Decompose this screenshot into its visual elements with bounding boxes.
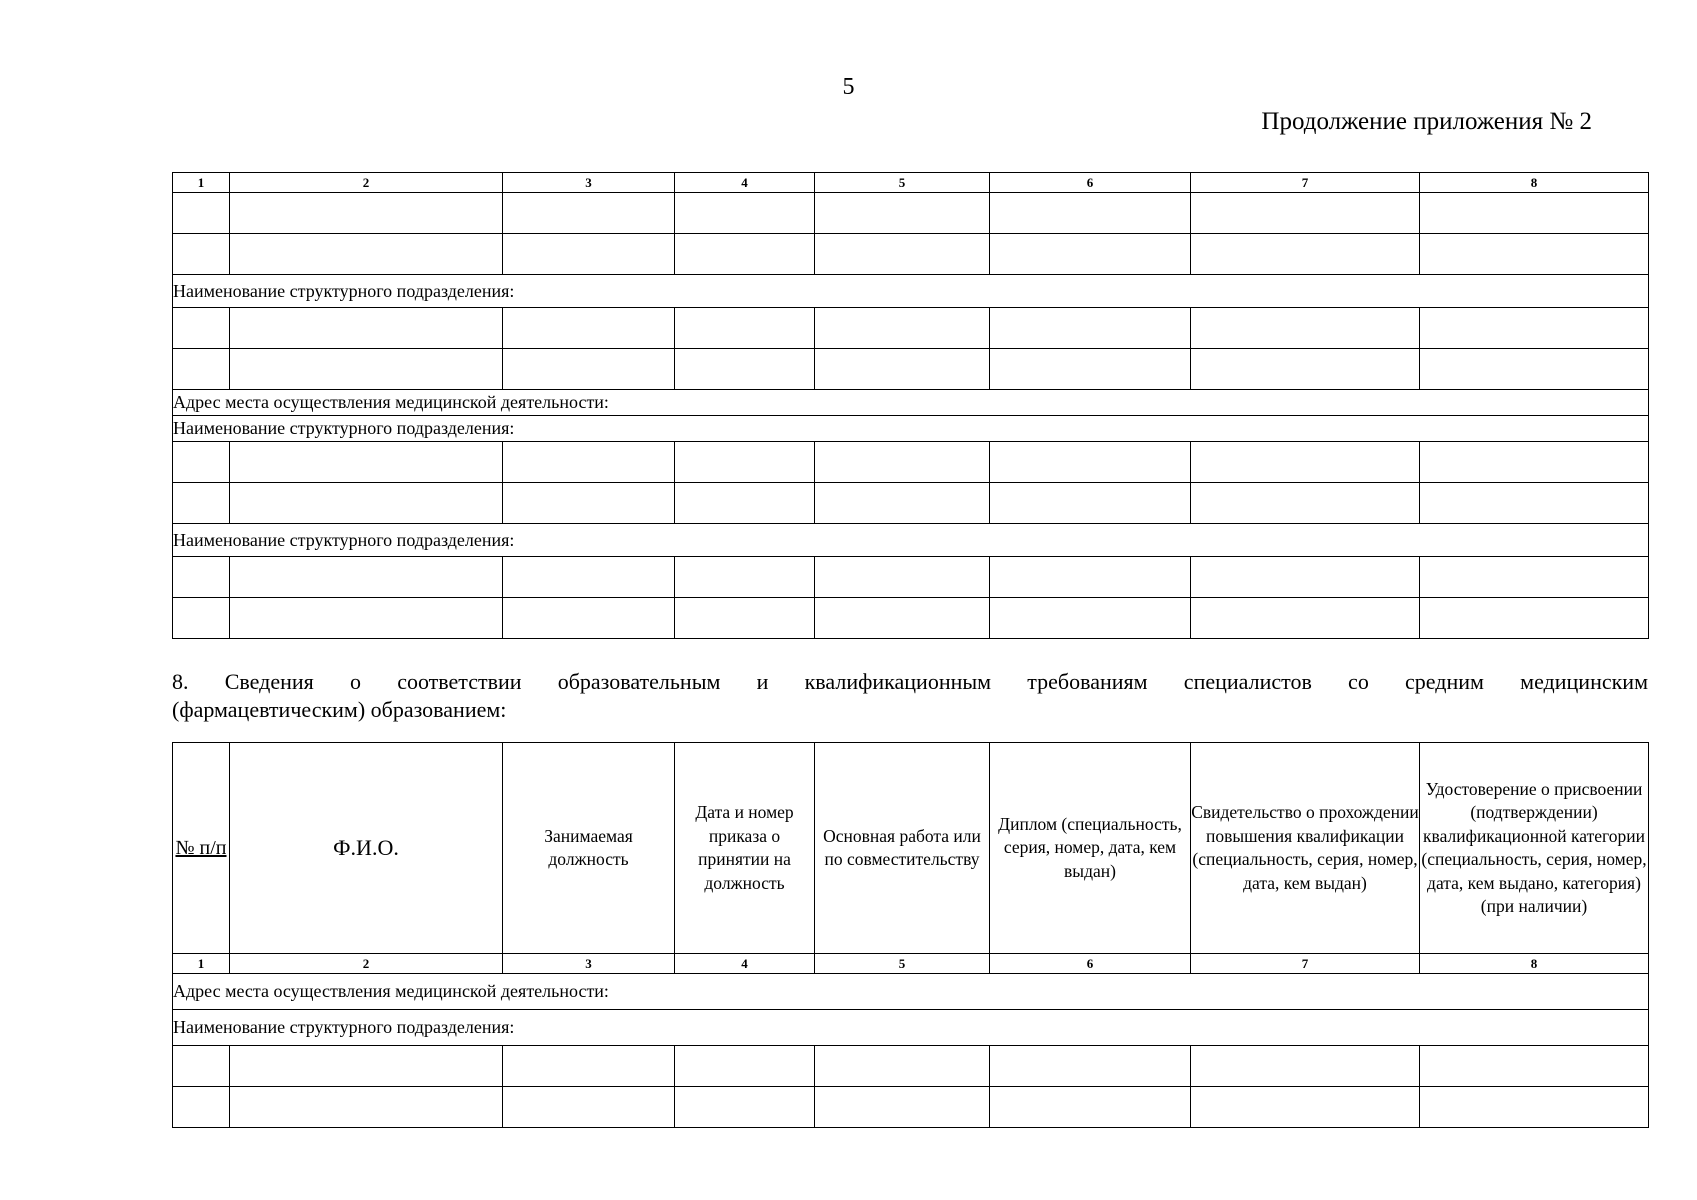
table-cell[interactable] xyxy=(230,308,503,349)
column-number: 8 xyxy=(1420,173,1649,193)
address-label: Адрес места осуществления медицинской деятельности: xyxy=(173,974,1649,1010)
section-8-heading xyxy=(172,668,1648,724)
subdivision-label: Наименование структурного подразделения: xyxy=(173,1010,1649,1046)
column-number: 5 xyxy=(815,173,990,193)
table-row xyxy=(173,557,1649,598)
table-cell[interactable] xyxy=(1191,442,1420,483)
table-cell[interactable] xyxy=(1191,234,1420,275)
table-cell[interactable] xyxy=(815,483,990,524)
table-cell[interactable] xyxy=(815,1087,990,1128)
column-number: 2 xyxy=(230,173,503,193)
page-number: 5 xyxy=(842,74,855,100)
table-cell[interactable] xyxy=(675,442,815,483)
table-cell[interactable] xyxy=(173,598,230,639)
table-cell[interactable] xyxy=(815,557,990,598)
table-row xyxy=(173,349,1649,390)
column-number: 6 xyxy=(990,954,1191,974)
column-number: 4 xyxy=(675,954,815,974)
table-cell[interactable] xyxy=(815,349,990,390)
column-number: 3 xyxy=(503,173,675,193)
continuation-title: Продолжение приложения № 2 xyxy=(1261,108,1592,135)
staff-table-continued xyxy=(172,172,1649,639)
table-cell[interactable] xyxy=(990,308,1191,349)
table-cell[interactable] xyxy=(230,193,503,234)
table-cell[interactable] xyxy=(230,234,503,275)
header-number: № п/п xyxy=(173,743,230,954)
table-cell[interactable] xyxy=(815,234,990,275)
subdivision-row xyxy=(173,416,1649,442)
column-number: 7 xyxy=(1191,173,1420,193)
address-label: Адрес места осуществления медицинской деятельности: xyxy=(173,390,1649,416)
table-cell[interactable] xyxy=(503,308,675,349)
table-cell[interactable] xyxy=(230,483,503,524)
table-cell[interactable] xyxy=(815,442,990,483)
table-cell[interactable] xyxy=(230,598,503,639)
section-8-line-2: (фармацевтическим) образованием: xyxy=(172,697,507,722)
subdivision-label: Наименование структурного подразделения: xyxy=(173,275,1649,308)
table-cell[interactable] xyxy=(1420,349,1649,390)
table-cell[interactable] xyxy=(675,234,815,275)
header-fio: Ф.И.О. xyxy=(230,743,503,954)
subdivision-row xyxy=(173,275,1649,308)
table-cell[interactable] xyxy=(990,193,1191,234)
table-cell[interactable] xyxy=(1420,442,1649,483)
table-cell[interactable] xyxy=(173,483,230,524)
table-row xyxy=(173,1087,1649,1128)
table-cell[interactable] xyxy=(230,1087,503,1128)
address-row xyxy=(173,974,1649,1010)
table-cell[interactable] xyxy=(230,557,503,598)
table-cell[interactable] xyxy=(1420,557,1649,598)
table-cell[interactable] xyxy=(1420,1046,1649,1087)
table-cell[interactable] xyxy=(173,442,230,483)
table-cell[interactable] xyxy=(503,349,675,390)
table-cell[interactable] xyxy=(675,1046,815,1087)
table-cell[interactable] xyxy=(1191,193,1420,234)
table-cell[interactable] xyxy=(1191,557,1420,598)
table-cell[interactable] xyxy=(173,193,230,234)
table-cell[interactable] xyxy=(990,557,1191,598)
header-position: Занимаемая должность xyxy=(503,743,675,954)
table-cell[interactable] xyxy=(815,598,990,639)
table-cell[interactable] xyxy=(1420,308,1649,349)
table-cell[interactable] xyxy=(1191,1087,1420,1128)
header-category: Удостоверение о присвоении (подтверждении) квалификационной категории (специальность, серия, номер, дата, кем выдано, категория) (при наличии) xyxy=(1420,743,1649,954)
column-number: 5 xyxy=(815,954,990,974)
table-row xyxy=(173,193,1649,234)
table-cell[interactable] xyxy=(1420,598,1649,639)
table-cell[interactable] xyxy=(1191,598,1420,639)
table-cell[interactable] xyxy=(675,308,815,349)
table-cell[interactable] xyxy=(503,234,675,275)
table-cell[interactable] xyxy=(1420,483,1649,524)
table-cell[interactable] xyxy=(230,442,503,483)
table-cell[interactable] xyxy=(230,1046,503,1087)
table-cell[interactable] xyxy=(815,193,990,234)
column-number: 1 xyxy=(173,954,230,974)
table-cell[interactable] xyxy=(503,598,675,639)
table-cell[interactable] xyxy=(990,483,1191,524)
table-cell[interactable] xyxy=(990,234,1191,275)
table-cell[interactable] xyxy=(675,349,815,390)
column-number: 3 xyxy=(503,954,675,974)
header-employment: Основная работа или по совместительству xyxy=(815,743,990,954)
table-cell[interactable] xyxy=(1420,193,1649,234)
table-cell[interactable] xyxy=(1420,1087,1649,1128)
table-cell[interactable] xyxy=(815,308,990,349)
column-number-row xyxy=(173,173,1649,193)
table-cell[interactable] xyxy=(990,442,1191,483)
table-cell[interactable] xyxy=(1191,308,1420,349)
table-cell[interactable] xyxy=(1191,483,1420,524)
table-cell[interactable] xyxy=(675,1087,815,1128)
table-cell[interactable] xyxy=(173,1046,230,1087)
table-cell[interactable] xyxy=(675,557,815,598)
table-cell[interactable] xyxy=(815,1046,990,1087)
secondary-staff-table xyxy=(172,742,1649,1128)
subdivision-label: Наименование структурного подразделения: xyxy=(173,416,1649,442)
table-cell[interactable] xyxy=(503,557,675,598)
table-row xyxy=(173,234,1649,275)
column-number: 7 xyxy=(1191,954,1420,974)
table-cell[interactable] xyxy=(173,1087,230,1128)
table-cell[interactable] xyxy=(173,308,230,349)
table-cell[interactable] xyxy=(1191,1046,1420,1087)
table-cell[interactable] xyxy=(503,1046,675,1087)
table-row xyxy=(173,483,1649,524)
table-cell[interactable] xyxy=(173,349,230,390)
subdivision-label: Наименование структурного подразделения: xyxy=(173,524,1649,557)
table-row xyxy=(173,1046,1649,1087)
table-cell[interactable] xyxy=(990,1087,1191,1128)
header-diploma: Диплом (специальность, серия, номер, дата, кем выдан) xyxy=(990,743,1191,954)
table-cell[interactable] xyxy=(990,1046,1191,1087)
column-number: 8 xyxy=(1420,954,1649,974)
column-number: 2 xyxy=(230,954,503,974)
table-header-row xyxy=(173,743,1649,954)
table-cell[interactable] xyxy=(503,483,675,524)
table-cell[interactable] xyxy=(675,193,815,234)
table-row xyxy=(173,598,1649,639)
table-cell[interactable] xyxy=(230,349,503,390)
table-cell[interactable] xyxy=(173,557,230,598)
table-cell[interactable] xyxy=(675,598,815,639)
table-cell[interactable] xyxy=(503,1087,675,1128)
column-number: 1 xyxy=(173,173,230,193)
header-certificate: Свидетельство о прохождении повышения квалификации (специальность, серия, номер, дата, кем выдан) xyxy=(1191,743,1420,954)
column-number: 6 xyxy=(990,173,1191,193)
address-row xyxy=(173,390,1649,416)
header-order: Дата и номер приказа о принятии на должность xyxy=(675,743,815,954)
section-8-line-1: 8. Сведения о соответствии образовательным и квалификационным требованиям специалистов со средним медицинским xyxy=(172,669,1648,694)
table-cell[interactable] xyxy=(173,234,230,275)
subdivision-row xyxy=(173,524,1649,557)
table-cell[interactable] xyxy=(990,598,1191,639)
table-cell[interactable] xyxy=(503,193,675,234)
table-cell[interactable] xyxy=(1191,349,1420,390)
table-cell[interactable] xyxy=(675,483,815,524)
table-row xyxy=(173,442,1649,483)
table-cell[interactable] xyxy=(990,349,1191,390)
table-cell[interactable] xyxy=(1420,234,1649,275)
table-row xyxy=(173,308,1649,349)
table-cell[interactable] xyxy=(503,442,675,483)
column-number: 4 xyxy=(675,173,815,193)
column-number-row xyxy=(173,954,1649,974)
subdivision-row xyxy=(173,1010,1649,1046)
